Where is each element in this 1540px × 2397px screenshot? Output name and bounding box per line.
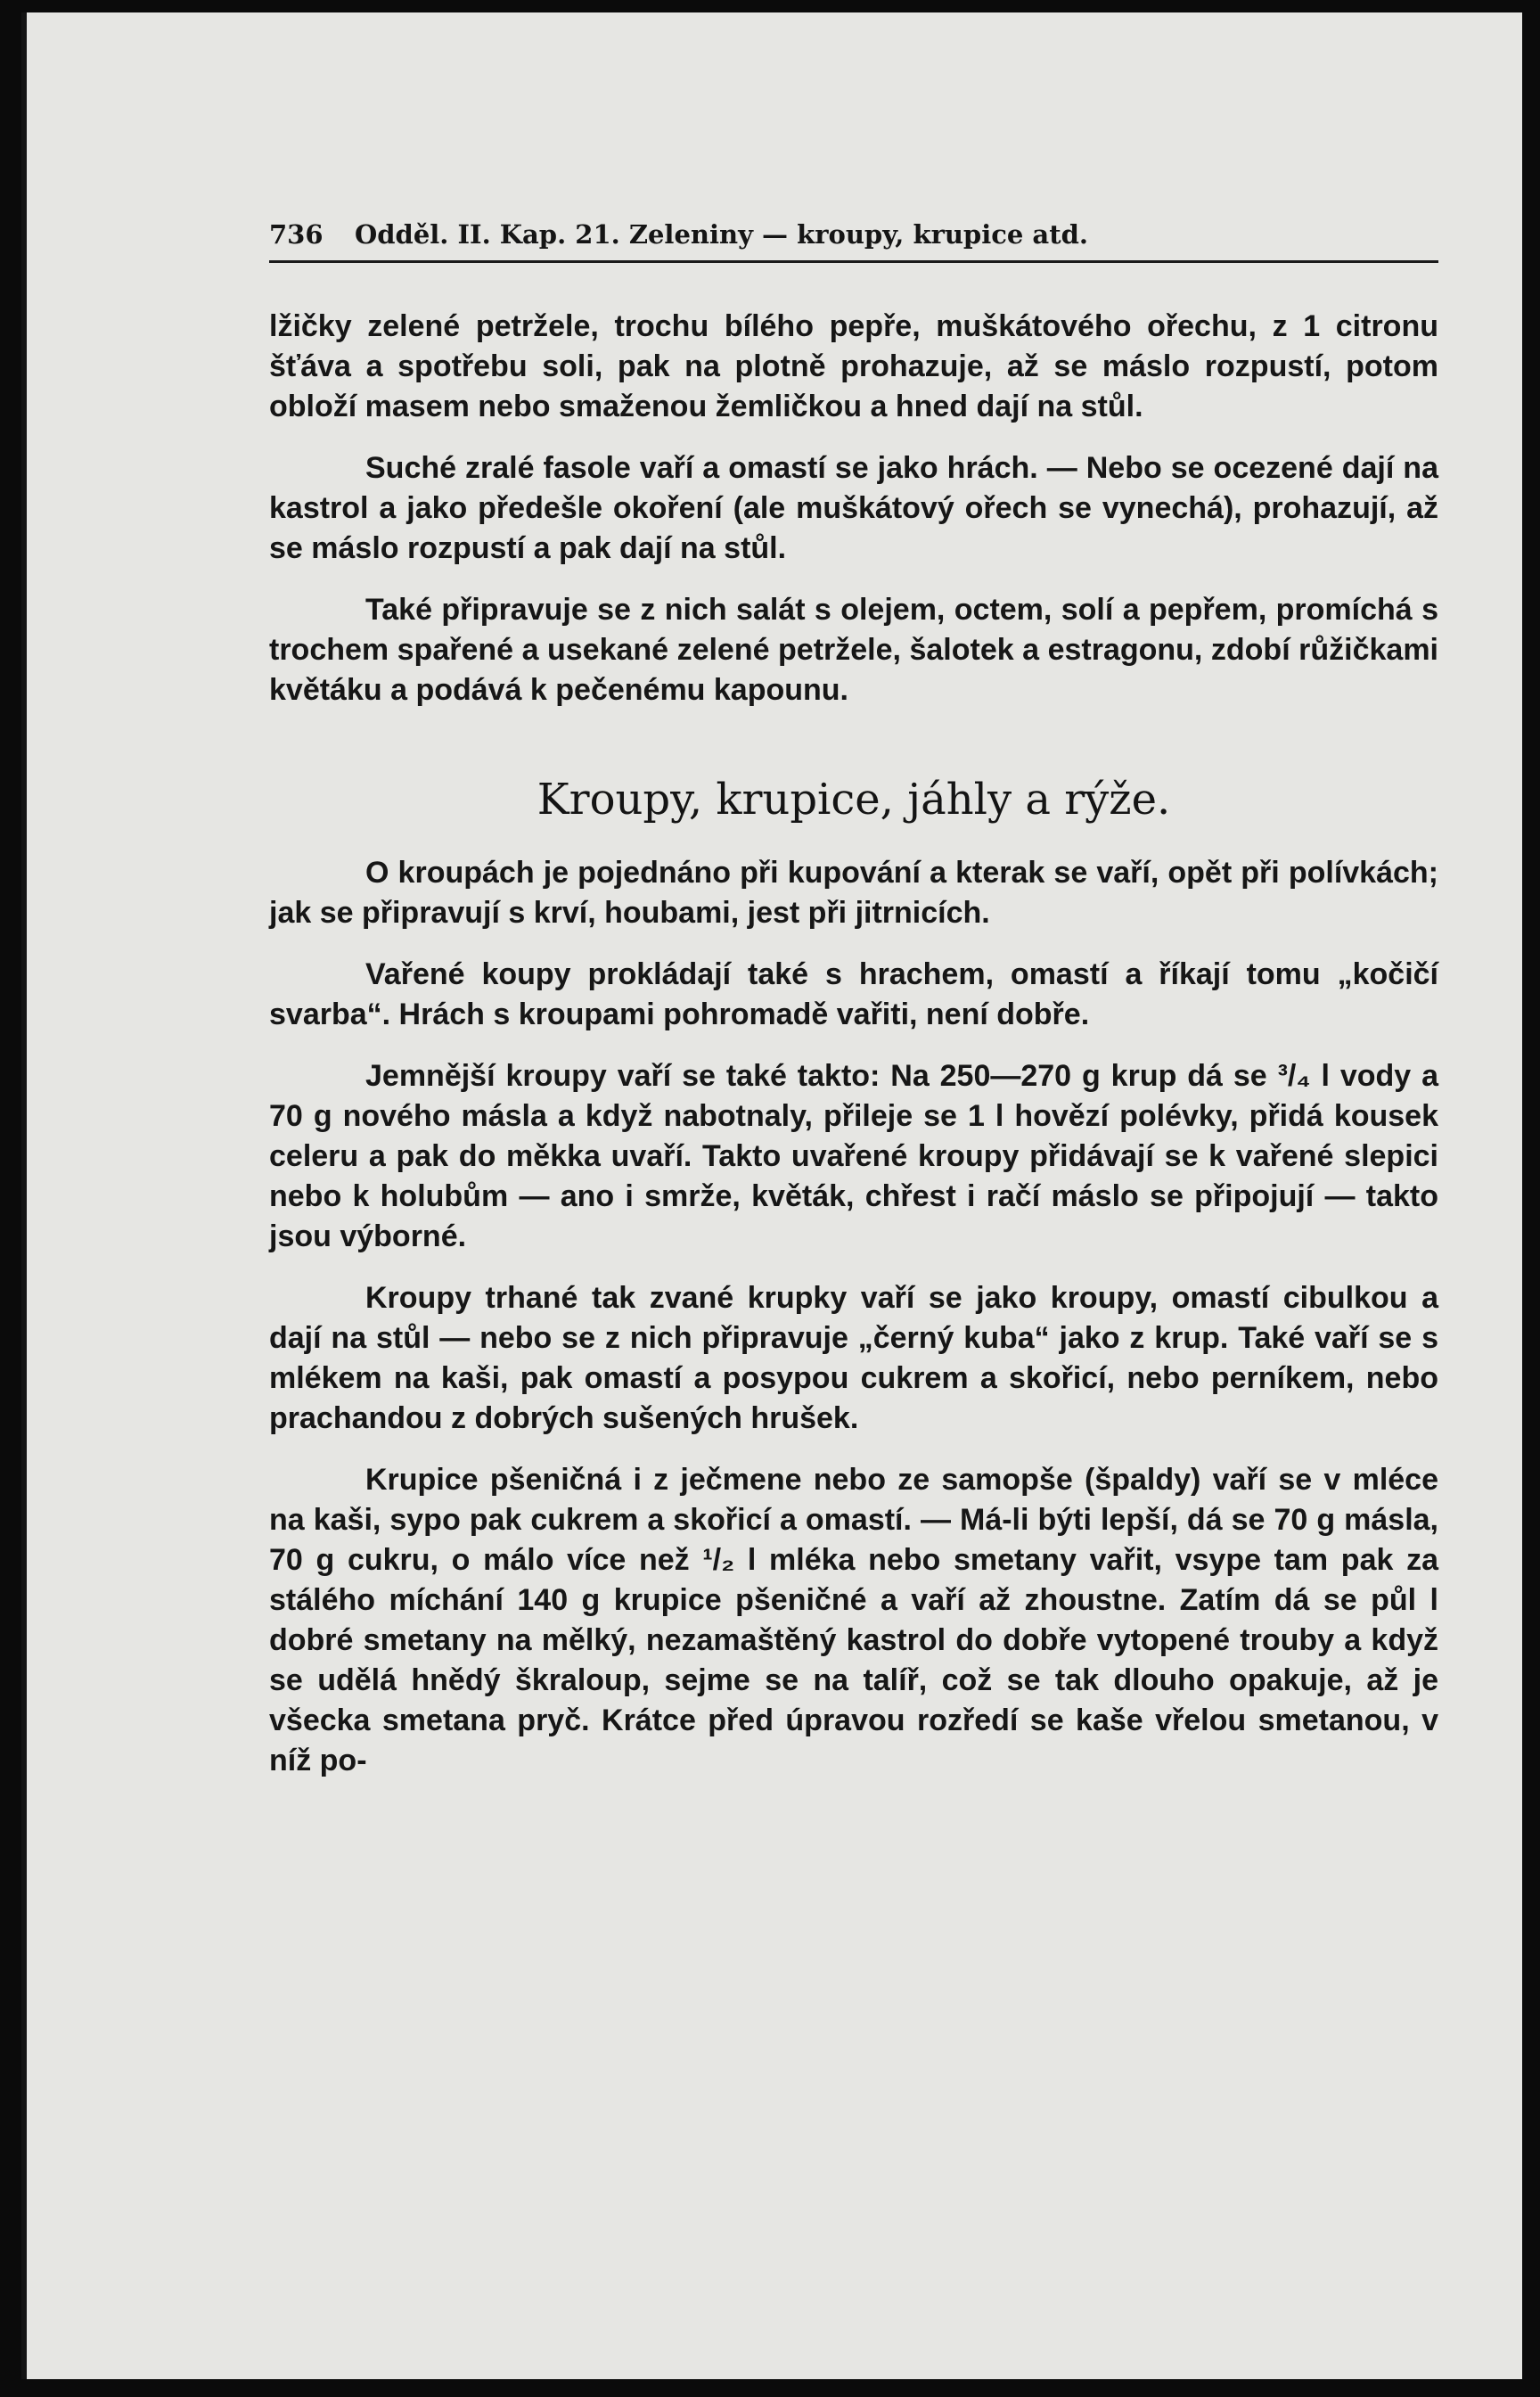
page-body <box>269 307 1438 1802</box>
paragraph-continuation: lžičky zelené petržele, trochu bílého pepře, muškátového ořechu, z 1 citronu šťáva a spotřebu soli, pak na plotně prohazuje, až se máslo rozpustí, potom obloží masem nebo smaženou žemličkou a hned dají na stůl. <box>269 309 1438 423</box>
paragraph-dry-beans: Suché zralé fasole vaří a omastí se jako hrách. — Nebo se ocezené dají na kastrol a jako předešle okoření (ale muškátový ořech se vynechá), prohazují, až se máslo rozpustí a pak dají na stůl. <box>269 451 1438 565</box>
book-page <box>21 12 1522 2379</box>
paragraph-fine-barley: Jemnější kroupy vaří se také takto: Na 250—270 g krup dá se ³/₄ l vody a 70 g nového másla a když nabotnaly, přileje se 1 l hovězí polévky, přidá kousek celeru a pak do měkka uvaří. Takto uvařené kroupy přidávají se k vařené slepici nebo k holubům — ano i smrže, květák, chřest i račí máslo se připojují — takto jsou výborné. <box>269 1059 1438 1253</box>
paragraph-semolina: Krupice pšeničná i z ječmene nebo ze samopše (špaldy) vaří se v mléce na kaši, sypo pak cukrem a skořicí a omastí. — Má-li býti lepší, dá se 70 g másla, 70 g cukru, o málo více než ¹/₂ l mléka nebo smetany vařit, vsype tam pak za stálého míchání 140 g krupice pšeničné a vaří až zhoustne. Zatím dá se půl l dobré smetany na mělký, nezamaštěný kastrol do dobře vytopené trouby a když se udělá hnědý škraloup, sejme se na talíř, což se tak dlouho opakuje, až je všecka smetana pryč. Krátce před úpravou rozředí se kaše vřelou smetanou, v níž po- <box>269 1463 1438 1777</box>
section-title: Kroupy, krupice, jáhly a rýže. <box>537 775 1171 825</box>
paragraph-bean-salad: Také připravuje se z nich salát s olejem, octem, solí a pepřem, promíchá s trochem spařené a usekané zelené petržele, šalotek a estragonu, zdobí růžičkami květáku a podává k pečenému kapounu. <box>269 593 1438 707</box>
paragraph-barley-intro: O kroupách je pojednáno při kupování a kterak se vaří, opět při polívkách; jak se připravují s krví, houbami, jest při jitrnicích. <box>269 856 1438 930</box>
paragraph-krupky: Kroupy trhané tak zvané krupky vaří se jako kroupy, omastí cibulkou a dají na stůl — nebo se z nich připravuje „černý kuba“ jako z krup. Také vaří se s mlékem na kaši, pak omastí a posypou cukrem a skořicí, nebo perníkem, nebo prachandou z dobrých sušených hrušek. <box>269 1281 1438 1435</box>
paragraph-barley-peas: Vařené koupy prokládají také s hrachem, omastí a říkají tomu „kočičí svarba“. Hrách s kroupami pohromadě vařiti, není dobře. <box>269 957 1438 1031</box>
running-title: Odděl. II. Kap. 21. Zeleniny — kroupy, krupice atd. <box>355 219 1088 250</box>
page-number: 736 <box>269 219 324 250</box>
running-header <box>269 219 1438 263</box>
